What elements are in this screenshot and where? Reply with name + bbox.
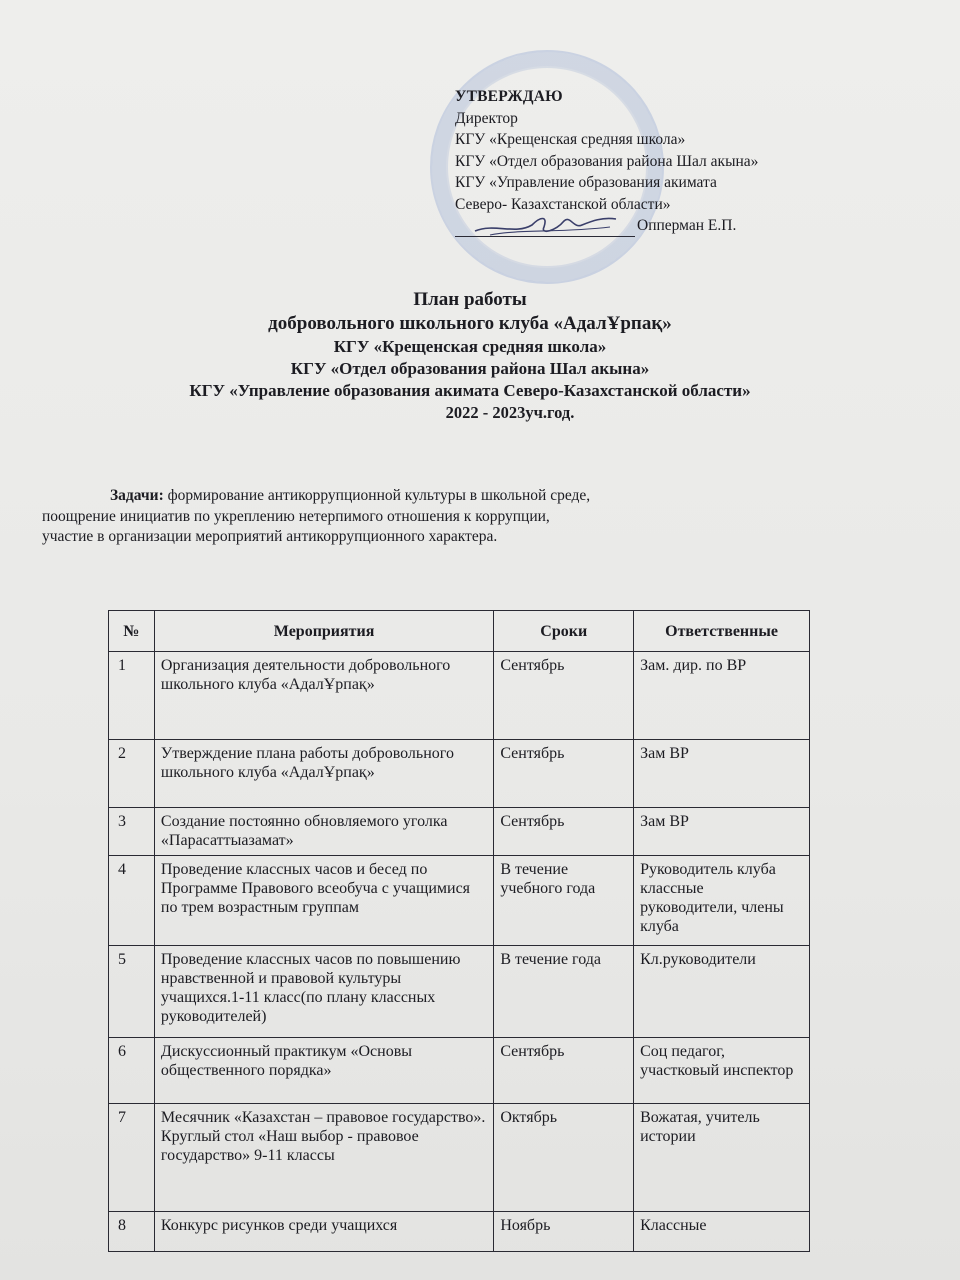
- tasks-text: формирование антикоррупционной культуры в школьной среде,: [163, 487, 591, 504]
- row-term: Сентябрь: [494, 808, 634, 856]
- row-activity: Дискуссионный практикум «Основы общественного порядка»: [154, 1038, 493, 1104]
- row-term: В течение года: [494, 946, 634, 1038]
- row-term: Октябрь: [494, 1104, 634, 1212]
- approval-line: КГУ «Управление образования акимата: [455, 174, 717, 191]
- column-header-responsible: Ответственные: [634, 611, 810, 652]
- table-row: [109, 1104, 810, 1212]
- table-row: [109, 652, 810, 740]
- column-header-number: №: [109, 611, 155, 652]
- row-responsible: Зам. дир. по ВР: [634, 652, 810, 740]
- row-responsible: Зам ВР: [634, 808, 810, 856]
- row-number: 6: [109, 1038, 155, 1104]
- tasks-label: Задачи:: [110, 487, 164, 504]
- title-line: КГУ «Крещенская средняя школа»: [333, 337, 607, 356]
- row-responsible: Зам ВР: [634, 740, 810, 808]
- table-row: [109, 1212, 810, 1252]
- row-activity: Конкурс рисунков среди учащихся: [154, 1212, 493, 1252]
- row-responsible: Вожатая, учитель истории: [634, 1104, 810, 1212]
- approval-line: Северо- Казахстанской области»: [455, 195, 671, 213]
- tasks-text: поощрение инициатив по укреплению нетерпимого отношения к коррупции,: [42, 507, 550, 525]
- table-row: [109, 1038, 810, 1104]
- row-term: Сентябрь: [494, 740, 634, 808]
- school-year: 2022 - 2023уч.год.: [445, 403, 575, 422]
- approval-line: Директор: [455, 109, 518, 127]
- table-row: [109, 740, 810, 808]
- table-row: [109, 808, 810, 856]
- row-number: 1: [109, 652, 155, 740]
- row-term: В течение учебного года: [494, 856, 634, 946]
- row-activity: Создание постоянно обновляемого уголка «Парасаттыазамат»: [154, 808, 493, 856]
- row-activity: Проведение классных часов и бесед по Программе Правового всеобуча с учащимися по трем возрастным группам: [154, 856, 493, 946]
- row-responsible: Соц педагог, участковый инспектор: [634, 1038, 810, 1104]
- table-row: [109, 946, 810, 1038]
- handwritten-signature-icon: [470, 205, 620, 240]
- row-number: 5: [109, 946, 155, 1038]
- row-term: Ноябрь: [494, 1212, 634, 1252]
- approval-line: КГУ «Крещенская средняя школа»: [455, 131, 686, 148]
- row-activity: Месячник «Казахстан – правовое государство». Круглый стол «Наш выбор - правовое государство» 9-11 классы: [154, 1104, 493, 1212]
- row-activity: Проведение классных часов по повышению нравственной и правовой культуры учащихся.1-11 класс(по плану классных руководителей): [154, 946, 493, 1038]
- tasks-paragraph: [42, 486, 802, 548]
- approval-line: КГУ «Отдел образования района Шал акына»: [455, 152, 759, 170]
- row-activity: Утверждение плана работы добровольного школьного клуба «АдалҰрпақ»: [154, 740, 493, 808]
- title-line: КГУ «Отдел образования района Шал акына»: [290, 359, 650, 378]
- row-responsible: Руководитель клуба классные руководители, члены клуба: [634, 856, 810, 946]
- row-responsible: Кл.руководители: [634, 946, 810, 1038]
- table-row: [109, 856, 810, 946]
- title-line: План работы: [413, 289, 527, 310]
- row-responsible: Классные: [634, 1212, 810, 1252]
- row-number: 4: [109, 856, 155, 946]
- row-number: 2: [109, 740, 155, 808]
- row-number: 3: [109, 808, 155, 856]
- row-term: Сентябрь: [494, 652, 634, 740]
- tasks-text: участие в организации мероприятий антикоррупционного характера.: [42, 528, 498, 545]
- column-header-activity: Мероприятия: [154, 611, 493, 652]
- row-number: 7: [109, 1104, 155, 1212]
- row-activity: Организация деятельности добровольного школьного клуба «АдалҰрпақ»: [154, 652, 493, 740]
- row-term: Сентябрь: [494, 1038, 634, 1104]
- plan-table: [108, 610, 810, 1252]
- row-number: 8: [109, 1212, 155, 1252]
- column-header-term: Сроки: [494, 611, 634, 652]
- table-header-row: [109, 611, 810, 652]
- title-line: добровольного школьного клуба «АдалҰрпақ»: [268, 313, 672, 334]
- title-line: КГУ «Управление образования акимата Северо-Казахстанской области»: [189, 381, 751, 400]
- document-title: [0, 288, 940, 424]
- signer-name: Опперман Е.П.: [637, 217, 737, 234]
- approval-heading: УТВЕРЖДАЮ: [455, 88, 563, 105]
